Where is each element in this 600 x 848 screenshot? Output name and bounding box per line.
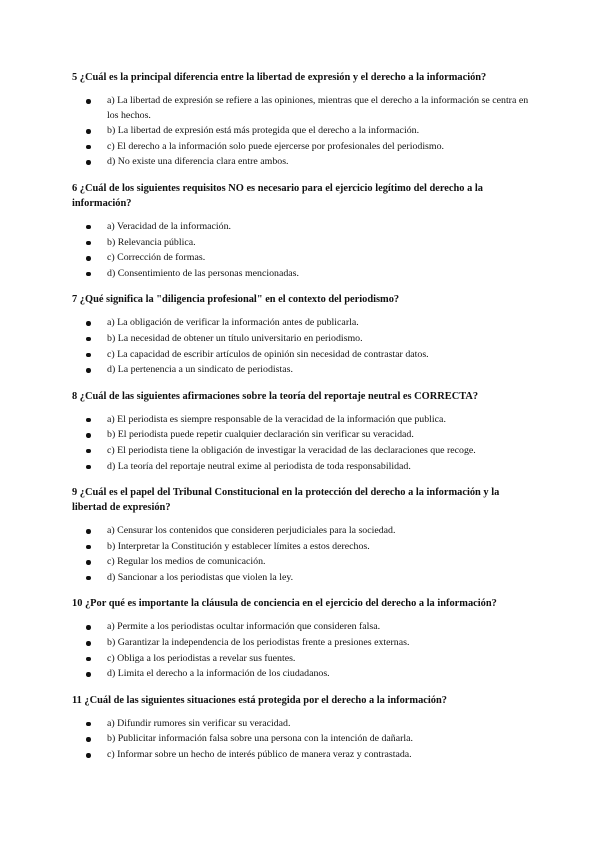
option-item (72, 636, 532, 651)
option-item (72, 428, 532, 443)
option-list (72, 524, 532, 585)
bullet-icon (86, 560, 91, 565)
option-item (72, 540, 532, 555)
bullet-icon (86, 99, 91, 104)
bullet-icon (86, 129, 91, 134)
option-text: c) Obliga a los periodistas a revelar sus fuentes. (107, 652, 296, 664)
bullet-icon (86, 433, 91, 438)
option-text: a) Permite a los periodistas ocultar información que consideren falsa. (107, 621, 381, 633)
bullet-icon (86, 737, 91, 742)
option-item (72, 332, 532, 347)
option-item (72, 555, 532, 570)
option-text: a) La libertad de expresión se refiere a las opiniones, mientras que el derecho a la información se centra en los hechos. (107, 95, 529, 121)
option-list (72, 413, 532, 474)
option-item (72, 267, 532, 282)
bullet-icon (86, 657, 91, 662)
option-item (72, 363, 532, 378)
option-text: c) Regular los medios de comunicación. (107, 556, 266, 568)
option-text: c) Informar sobre un hecho de interés público de manera veraz y contrastada. (107, 749, 412, 761)
bullet-icon (86, 160, 91, 165)
option-item (72, 732, 532, 747)
option-item (72, 155, 532, 170)
question-title: 6 ¿Cuál de los siguientes requisitos NO es necesario para el ejercicio legítimo del derecho a la información? (72, 182, 483, 209)
bullet-icon (86, 641, 91, 646)
option-item (72, 652, 532, 667)
option-text: d) La teoría del reportaje neutral exime al periodista de toda responsabilidad. (107, 460, 411, 472)
question-title: 11 ¿Cuál de las siguientes situaciones está protegida por el derecho a la información? (72, 694, 447, 706)
question-title: 10 ¿Por qué es importante la cláusula de conciencia en el ejercicio del derecho a la información? (72, 598, 497, 610)
option-text: d) Limita el derecho a la información de los ciudadanos. (107, 668, 330, 680)
option-list (72, 620, 532, 681)
bullet-icon (86, 241, 91, 246)
bullet-icon (86, 368, 91, 373)
option-item (72, 316, 532, 331)
option-item (72, 124, 532, 139)
question-6 (72, 181, 532, 281)
question-7 (72, 292, 532, 377)
bullet-icon (86, 449, 91, 454)
option-text: d) Consentimiento de las personas mencionadas. (107, 267, 299, 279)
question-title: 5 ¿Cuál es la principal diferencia entre la libertad de expresión y el derecho a la información? (72, 72, 487, 83)
option-item (72, 251, 532, 266)
bullet-icon (86, 145, 91, 150)
option-item (72, 620, 532, 635)
question-5 (72, 70, 532, 170)
bullet-icon (86, 625, 91, 630)
option-text: b) La necesidad de obtener un título universitario en periodismo. (107, 332, 363, 344)
option-text: b) Relevancia pública. (107, 236, 196, 248)
option-item (72, 220, 532, 235)
bullet-icon (86, 337, 91, 342)
option-text: a) Difundir rumores sin verificar su veracidad. (107, 717, 291, 729)
option-item (72, 444, 532, 459)
option-text: b) La libertad de expresión está más protegida que el derecho a la información. (107, 125, 420, 137)
option-item (72, 348, 532, 363)
bullet-icon (86, 321, 91, 326)
option-text: b) Publicitar información falsa sobre una persona con la intención de dañarla. (107, 733, 414, 745)
option-text: a) El periodista es siempre responsable de la veracidad de la información que publica. (107, 413, 446, 425)
bullet-icon (86, 672, 91, 677)
option-text: b) Garantizar la independencia de los periodistas frente a presiones externas. (107, 637, 410, 649)
option-text: d) La pertenencia a un sindicato de periodistas. (107, 364, 293, 376)
option-item (72, 524, 532, 539)
option-list (72, 316, 532, 377)
question-title: 8 ¿Cuál de las siguientes afirmaciones sobre la teoría del reportaje neutral es CORRECTA? (72, 390, 479, 402)
bullet-icon (86, 529, 91, 534)
option-text: c) El periodista tiene la obligación de investigar la veracidad de las declaraciones que recoge. (107, 444, 476, 456)
option-text: d) No existe una diferencia clara entre ambos. (107, 156, 289, 168)
bullet-icon (86, 545, 91, 550)
bullet-icon (86, 418, 91, 423)
question-8 (72, 389, 532, 474)
option-text: a) Censurar los contenidos que consideren perjudiciales para la sociedad. (107, 525, 396, 537)
option-text: a) La obligación de verificar la información antes de publicarla. (107, 317, 359, 329)
option-item (72, 140, 532, 155)
option-item (72, 748, 532, 763)
question-10 (72, 596, 532, 681)
question-9 (72, 485, 532, 585)
question-title: 9 ¿Cuál es el papel del Tribunal Constitucional en la protección del derecho a la información y la libertad de expresión? (72, 487, 500, 514)
bullet-icon (86, 272, 91, 277)
bullet-icon (86, 576, 91, 581)
option-text: c) Corrección de formas. (107, 252, 206, 264)
bullet-icon (86, 256, 91, 261)
bullet-icon (86, 722, 91, 727)
question-11 (72, 693, 532, 763)
option-text: c) El derecho a la información solo puede ejercerse por profesionales del periodismo. (107, 140, 444, 152)
option-text: b) El periodista puede repetir cualquier declaración sin verificar su veracidad. (107, 429, 414, 441)
option-item (72, 717, 532, 732)
option-list (72, 717, 532, 763)
question-title: 7 ¿Qué significa la "diligencia profesional" en el contexto del periodismo? (72, 294, 400, 306)
option-text: b) Interpretar la Constitución y establecer límites a estos derechos. (107, 540, 370, 552)
option-text: d) Sancionar a los periodistas que violen la ley. (107, 571, 294, 583)
option-text: c) La capacidad de escribir artículos de opinión sin necesidad de contrastar datos. (107, 348, 429, 360)
option-item (72, 571, 532, 586)
bullet-icon (86, 353, 91, 358)
option-item (72, 236, 532, 251)
option-list (72, 94, 532, 170)
option-item (72, 413, 532, 428)
option-item (72, 460, 532, 475)
option-list (72, 220, 532, 281)
option-item (72, 667, 532, 682)
bullet-icon (86, 225, 91, 230)
option-text: a) Veracidad de la información. (107, 220, 232, 232)
option-item (72, 94, 532, 123)
bullet-icon (86, 465, 91, 470)
document-page (72, 70, 532, 774)
bullet-icon (86, 753, 91, 758)
